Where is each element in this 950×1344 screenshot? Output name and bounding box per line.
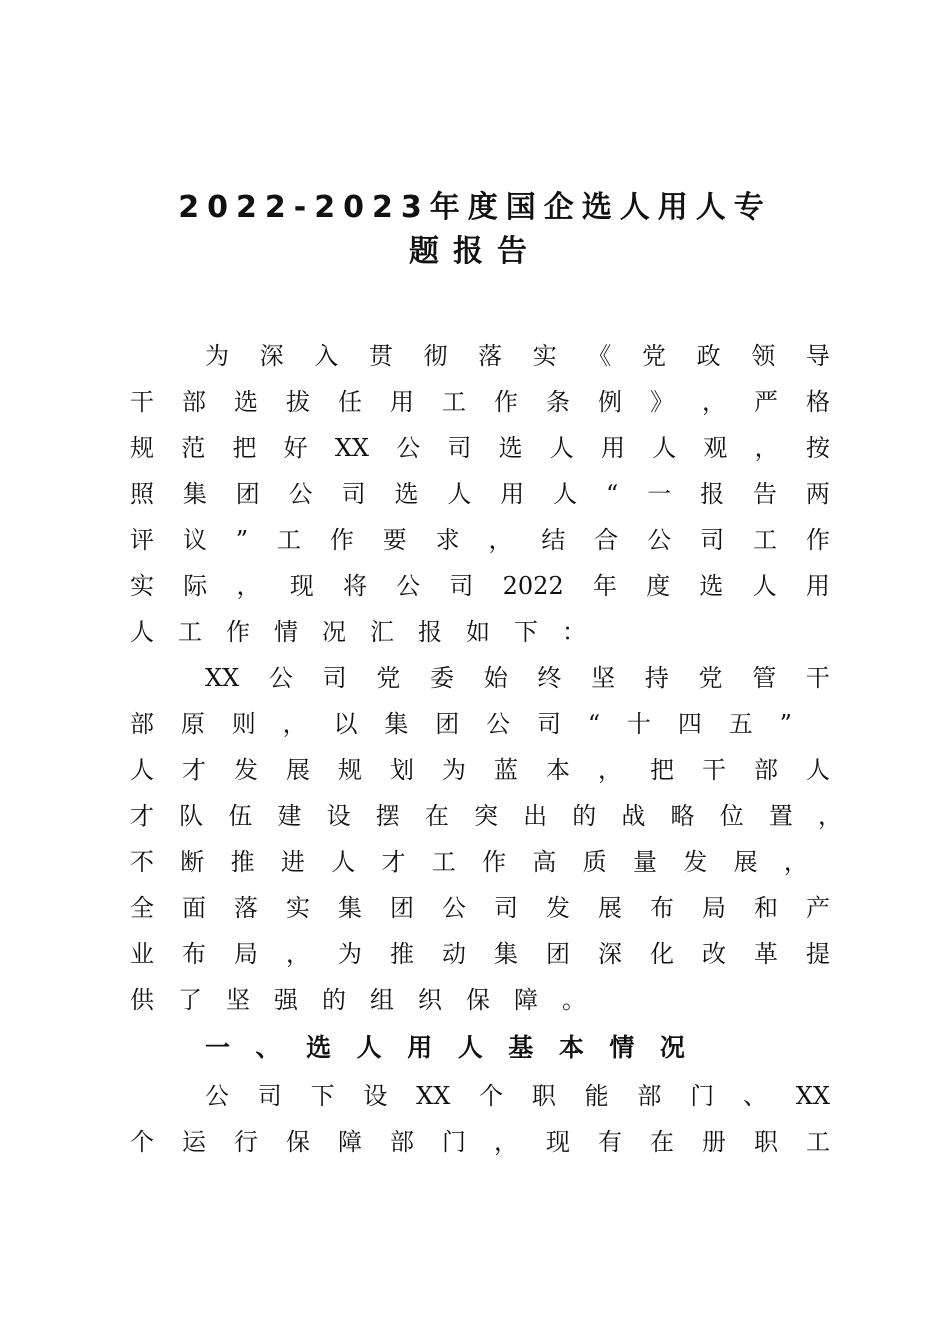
text-glyph: 团 <box>390 894 414 922</box>
text-glyph: ， <box>236 572 261 600</box>
text-glyph: 人 <box>356 1033 382 1062</box>
text-glyph: 工 <box>752 526 777 554</box>
text-glyph: ” <box>235 526 249 554</box>
text-glyph: 册 <box>702 1128 726 1156</box>
text-glyph: 实 <box>532 342 557 370</box>
text-glyph: “ <box>606 480 619 508</box>
text-glyph: ” <box>779 710 792 738</box>
text-glyph: XX <box>334 434 369 462</box>
text-glyph: 全 <box>130 894 154 922</box>
text-glyph: 求 <box>435 526 460 554</box>
text-glyph: 局 <box>702 894 726 922</box>
text-glyph: 干 <box>130 388 154 416</box>
text-glyph: “ <box>587 710 601 738</box>
text-glyph: 集 <box>182 480 207 508</box>
text-glyph: 工 <box>178 618 202 646</box>
text-glyph: 用 <box>601 434 625 462</box>
text-glyph: ， <box>282 710 307 738</box>
text-glyph: 部 <box>754 756 778 784</box>
text-glyph: 布 <box>650 894 674 922</box>
text-glyph: 部 <box>637 1082 662 1110</box>
document-title-line-2: 题报告 <box>409 234 541 269</box>
text-glyph: 作 <box>226 618 250 646</box>
text-glyph: 原 <box>180 710 205 738</box>
text-glyph: XX <box>795 1082 830 1110</box>
text-glyph: 发 <box>234 756 258 784</box>
text-glyph: 不 <box>130 848 154 876</box>
text-glyph: ， <box>286 940 310 968</box>
text-glyph: 两 <box>805 480 830 508</box>
text-glyph: 障 <box>514 986 538 1014</box>
paragraph-line <box>130 428 830 468</box>
text-glyph: 实 <box>130 572 154 600</box>
text-glyph: 展 <box>286 756 310 784</box>
text-glyph: 保 <box>286 1128 310 1156</box>
text-glyph: 断 <box>180 848 205 876</box>
text-glyph: 下 <box>514 618 538 646</box>
text-glyph: 2022 <box>502 572 564 600</box>
text-glyph: 导 <box>805 342 830 370</box>
text-glyph: 织 <box>418 986 442 1014</box>
text-glyph: ， <box>817 802 842 830</box>
text-glyph: 推 <box>230 848 255 876</box>
text-glyph: 工 <box>276 526 301 554</box>
text-glyph: 现 <box>289 572 314 600</box>
text-glyph: 严 <box>754 388 778 416</box>
text-glyph: 作 <box>805 526 830 554</box>
text-glyph: 在 <box>650 1128 674 1156</box>
text-glyph: 动 <box>442 940 466 968</box>
text-glyph: 组 <box>370 986 394 1014</box>
text-glyph: 强 <box>274 986 298 1014</box>
text-glyph: 个 <box>479 1082 504 1110</box>
paragraph-line <box>205 658 830 698</box>
paragraph-line <box>205 1076 830 1116</box>
text-glyph: 保 <box>466 986 490 1014</box>
text-glyph: 四 <box>677 710 702 738</box>
text-glyph: XX <box>205 664 240 692</box>
text-glyph: 用 <box>805 572 830 600</box>
text-glyph: 任 <box>338 388 362 416</box>
text-glyph: 在 <box>424 802 449 830</box>
text-glyph: 本 <box>558 1033 584 1062</box>
text-glyph: 要 <box>382 526 407 554</box>
text-glyph: 发 <box>546 894 570 922</box>
text-glyph: 五 <box>728 710 753 738</box>
text-glyph: 用 <box>407 1033 433 1062</box>
text-glyph: 如 <box>466 618 490 646</box>
text-glyph: 建 <box>277 802 302 830</box>
text-glyph: 摆 <box>375 802 400 830</box>
text-glyph: 的 <box>322 986 346 1014</box>
text-glyph: 度 <box>646 572 671 600</box>
text-glyph: 选 <box>394 480 419 508</box>
text-glyph: 伍 <box>228 802 253 830</box>
text-glyph: 部 <box>130 710 154 738</box>
text-glyph: 人 <box>752 572 777 600</box>
text-glyph: 改 <box>702 940 726 968</box>
text-glyph: 际 <box>183 572 208 600</box>
text-glyph: 党 <box>376 664 401 692</box>
text-glyph: 团 <box>435 710 460 738</box>
text-glyph: 条 <box>546 388 570 416</box>
text-glyph: 局 <box>234 940 258 968</box>
text-glyph: 年 <box>592 572 617 600</box>
text-glyph: 范 <box>181 434 206 462</box>
paragraph-line <box>130 382 830 422</box>
text-glyph: 则 <box>231 710 256 738</box>
paragraph-line <box>130 474 830 514</box>
text-glyph: 况 <box>659 1033 685 1062</box>
text-glyph: 一 <box>647 480 672 508</box>
text-glyph: 团 <box>235 480 260 508</box>
paragraph-line <box>130 612 830 652</box>
text-glyph: 用 <box>500 480 525 508</box>
paragraph-line <box>130 980 830 1020</box>
text-glyph: 运 <box>182 1128 206 1156</box>
text-glyph: 产 <box>806 894 830 922</box>
text-glyph: 障 <box>338 1128 362 1156</box>
text-glyph: 集 <box>384 710 409 738</box>
text-glyph: 格 <box>806 388 830 416</box>
text-glyph: 人 <box>447 480 472 508</box>
text-glyph: 有 <box>598 1128 622 1156</box>
paragraph-line <box>130 934 830 974</box>
text-glyph: 拔 <box>286 388 310 416</box>
text-glyph: ， <box>494 1128 518 1156</box>
text-glyph: 设 <box>363 1082 388 1110</box>
text-glyph: 告 <box>752 480 777 508</box>
text-glyph: 照 <box>130 480 154 508</box>
text-glyph: 党 <box>642 342 666 370</box>
text-glyph: 才 <box>130 802 154 830</box>
text-glyph: 质 <box>582 848 607 876</box>
text-glyph: 管 <box>752 664 777 692</box>
paragraph-line <box>130 750 830 790</box>
text-glyph: 委 <box>429 664 454 692</box>
text-glyph: ， <box>702 388 726 416</box>
text-glyph: 供 <box>130 986 154 1014</box>
section-heading <box>205 1026 685 1070</box>
text-glyph: 干 <box>702 756 726 784</box>
text-glyph: 党 <box>698 664 723 692</box>
text-glyph: 司 <box>447 434 472 462</box>
text-glyph: 才 <box>381 848 406 876</box>
text-glyph: 人 <box>130 756 154 784</box>
text-glyph: 面 <box>182 894 206 922</box>
paragraph-line <box>130 520 830 560</box>
text-glyph: 把 <box>650 756 674 784</box>
text-glyph: 以 <box>333 710 358 738</box>
text-glyph: 作 <box>329 526 354 554</box>
text-glyph: 部 <box>390 1128 414 1156</box>
text-glyph: 的 <box>572 802 597 830</box>
text-glyph: 将 <box>342 572 367 600</box>
text-glyph: 行 <box>234 1128 258 1156</box>
text-glyph: 把 <box>232 434 257 462</box>
text-glyph: 司 <box>449 572 474 600</box>
text-glyph: 司 <box>537 710 561 738</box>
text-glyph: 作 <box>494 388 518 416</box>
text-glyph: 、 <box>255 1033 281 1062</box>
text-glyph: 为 <box>442 756 466 784</box>
text-glyph: 队 <box>179 802 204 830</box>
text-glyph: 公 <box>268 664 293 692</box>
text-glyph: ， <box>754 434 779 462</box>
text-glyph: 工 <box>442 388 466 416</box>
text-glyph: 置 <box>768 802 793 830</box>
text-glyph: 》 <box>650 388 674 416</box>
text-glyph: 能 <box>584 1082 609 1110</box>
text-glyph: 人 <box>652 434 677 462</box>
text-glyph: 量 <box>632 848 657 876</box>
text-glyph: 布 <box>182 940 206 968</box>
text-glyph: 了 <box>178 986 202 1014</box>
text-glyph: 和 <box>754 894 778 922</box>
text-glyph: 《 <box>587 342 612 370</box>
text-glyph: 规 <box>130 434 154 462</box>
text-glyph: 蓝 <box>494 756 518 784</box>
text-glyph: 公 <box>442 894 466 922</box>
text-glyph: 职 <box>531 1082 556 1110</box>
text-glyph: 政 <box>696 342 721 370</box>
text-glyph: 突 <box>473 802 498 830</box>
document-title-line-1: 2022-2023年度国企选人用人专 <box>178 190 772 225</box>
text-glyph: 公 <box>647 526 672 554</box>
text-glyph: 公 <box>486 710 511 738</box>
text-glyph: 司 <box>494 894 518 922</box>
text-glyph: 人 <box>457 1033 483 1062</box>
text-glyph: 人 <box>331 848 356 876</box>
text-glyph: 坚 <box>591 664 616 692</box>
text-glyph: 展 <box>733 848 758 876</box>
text-glyph: ： <box>562 618 586 646</box>
text-glyph: 集 <box>338 894 362 922</box>
paragraph-line <box>205 336 830 376</box>
text-glyph: 司 <box>700 526 725 554</box>
text-glyph: 况 <box>322 618 346 646</box>
text-glyph: 为 <box>338 940 362 968</box>
text-glyph: 、 <box>742 1082 767 1110</box>
text-glyph: 持 <box>644 664 669 692</box>
text-glyph: 一 <box>205 1033 231 1062</box>
text-glyph: 提 <box>806 940 830 968</box>
text-glyph: 司 <box>341 480 366 508</box>
text-glyph: 按 <box>805 434 830 462</box>
paragraph-line <box>130 1122 830 1162</box>
paragraph-line <box>130 796 842 836</box>
text-glyph: 十 <box>627 710 652 738</box>
text-glyph: 人 <box>130 618 154 646</box>
text-glyph: 才 <box>182 756 206 784</box>
text-glyph: 司 <box>257 1082 282 1110</box>
text-glyph: 战 <box>621 802 646 830</box>
paragraph-line <box>130 704 792 744</box>
text-glyph: 本 <box>546 756 570 784</box>
text-glyph: 合 <box>594 526 619 554</box>
text-glyph: 发 <box>683 848 708 876</box>
text-glyph: 位 <box>719 802 744 830</box>
text-glyph: 干 <box>805 664 830 692</box>
text-glyph: 领 <box>751 342 776 370</box>
text-glyph: 人 <box>806 756 830 784</box>
text-glyph: 团 <box>546 940 570 968</box>
text-glyph: 人 <box>553 480 578 508</box>
text-glyph: 出 <box>523 802 548 830</box>
text-glyph: 深 <box>598 940 622 968</box>
text-glyph: 始 <box>483 664 508 692</box>
text-glyph: 现 <box>546 1128 570 1156</box>
text-glyph: 选 <box>234 388 258 416</box>
text-glyph: 司 <box>322 664 347 692</box>
paragraph-line <box>130 842 808 882</box>
text-glyph: 略 <box>670 802 695 830</box>
text-glyph: 用 <box>390 388 414 416</box>
text-glyph: 个 <box>130 1128 154 1156</box>
text-glyph: 落 <box>234 894 258 922</box>
text-glyph: 报 <box>418 618 442 646</box>
text-glyph: 深 <box>259 342 284 370</box>
text-glyph: 规 <box>338 756 362 784</box>
text-glyph: 例 <box>598 388 622 416</box>
text-glyph: 选 <box>699 572 724 600</box>
text-glyph: 公 <box>396 434 421 462</box>
text-glyph: 作 <box>482 848 507 876</box>
text-glyph: 终 <box>537 664 562 692</box>
text-glyph: 高 <box>532 848 557 876</box>
text-glyph: 基 <box>508 1033 534 1062</box>
text-glyph: 工 <box>806 1128 830 1156</box>
text-glyph: 好 <box>283 434 308 462</box>
text-glyph: 选 <box>498 434 523 462</box>
paragraph-line <box>130 888 830 928</box>
text-glyph: 公 <box>205 1082 229 1110</box>
text-glyph: 彻 <box>423 342 448 370</box>
text-glyph: ， <box>783 848 808 876</box>
text-glyph: 为 <box>205 342 229 370</box>
text-glyph: 公 <box>396 572 421 600</box>
text-glyph: 部 <box>182 388 206 416</box>
text-glyph: 选 <box>306 1033 332 1062</box>
text-glyph: 进 <box>280 848 305 876</box>
text-glyph: 划 <box>390 756 414 784</box>
text-glyph: 推 <box>390 940 414 968</box>
text-glyph: 观 <box>703 434 728 462</box>
text-glyph: ， <box>598 756 622 784</box>
text-glyph: 入 <box>314 342 339 370</box>
text-glyph: 设 <box>326 802 351 830</box>
text-glyph: 工 <box>431 848 456 876</box>
text-glyph: 情 <box>274 618 298 646</box>
text-glyph: 评 <box>130 526 154 554</box>
text-glyph: 公 <box>288 480 313 508</box>
text-glyph: 。 <box>562 986 586 1014</box>
text-glyph: 革 <box>754 940 778 968</box>
text-glyph: 落 <box>478 342 503 370</box>
text-glyph: 集 <box>494 940 518 968</box>
text-glyph: 下 <box>310 1082 335 1110</box>
text-glyph: XX <box>416 1082 451 1110</box>
text-glyph: 业 <box>130 940 154 968</box>
text-glyph: 汇 <box>370 618 394 646</box>
text-glyph: 情 <box>609 1033 635 1062</box>
text-glyph: 贯 <box>368 342 393 370</box>
text-glyph: 职 <box>754 1128 778 1156</box>
text-glyph: 化 <box>650 940 674 968</box>
text-glyph: 门 <box>690 1082 715 1110</box>
text-glyph: 议 <box>182 526 207 554</box>
text-glyph: 门 <box>442 1128 466 1156</box>
text-glyph: 报 <box>700 480 725 508</box>
text-glyph: 展 <box>598 894 622 922</box>
text-glyph: 人 <box>549 434 574 462</box>
text-glyph: ， <box>488 526 513 554</box>
text-glyph: 结 <box>541 526 566 554</box>
paragraph-line <box>130 566 830 606</box>
text-glyph: 实 <box>286 894 310 922</box>
text-glyph: 坚 <box>226 986 250 1014</box>
